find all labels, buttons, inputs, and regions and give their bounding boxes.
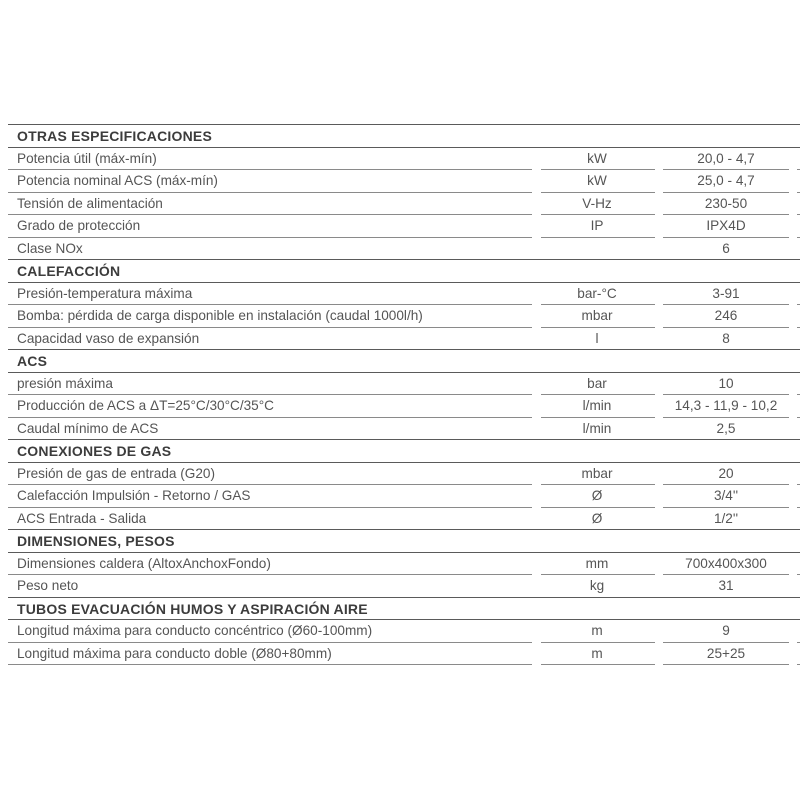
section-header xyxy=(0,124,800,148)
spec-unit: m xyxy=(591,645,603,661)
spec-value: 3-91 xyxy=(712,285,740,301)
spec-unit: Ø xyxy=(591,488,603,503)
spec-row xyxy=(0,214,800,238)
row-divider xyxy=(663,664,789,665)
spec-value: 31 xyxy=(718,578,734,593)
spec-label: Producción de ACS a ΔT=25°C/30°C/35°C xyxy=(17,398,274,413)
spec-row xyxy=(0,169,800,193)
spec-label: Calefacción Impulsión - Retorno / GAS xyxy=(17,488,251,503)
spec-row xyxy=(0,147,800,171)
spec-label: presión máxima xyxy=(17,375,113,391)
spec-unit: mbar xyxy=(581,465,613,481)
row-divider xyxy=(541,664,655,665)
spec-label: Grado de protección xyxy=(17,218,141,233)
spec-row xyxy=(0,192,800,216)
spec-row xyxy=(0,507,800,531)
spec-value: 230-50 xyxy=(704,195,748,211)
spec-unit: mbar xyxy=(581,308,613,323)
spec-unit: bar xyxy=(587,375,607,391)
spec-value: 25,0 - 4,7 xyxy=(697,173,755,188)
spec-row xyxy=(0,327,800,351)
spec-value: 1/2'' xyxy=(713,510,739,526)
section-title: CALEFACCIÓN xyxy=(17,263,121,279)
row-divider xyxy=(8,664,532,665)
section-header xyxy=(0,597,800,621)
spec-unit: l/min xyxy=(582,398,612,413)
spec-label: Presión de gas de entrada (G20) xyxy=(17,465,215,481)
spec-label: Capacidad vaso de expansión xyxy=(17,330,200,346)
spec-label: Longitud máxima para conducto concéntrico (Ø60-100mm) xyxy=(17,623,373,638)
spec-value: 9 xyxy=(722,623,730,638)
section-title: TUBOS EVACUACIÓN HUMOS Y ASPIRACIÓN AIRE xyxy=(17,600,368,617)
spec-value: 20,0 - 4,7 xyxy=(697,150,755,166)
spec-value: 10 xyxy=(718,375,734,391)
spec-label: Bomba: pérdida de carga disponible en instalación (caudal 1000l/h) xyxy=(17,308,423,323)
spec-value: 20 xyxy=(718,465,734,481)
spec-row xyxy=(0,642,800,666)
section-header xyxy=(0,259,800,283)
spec-value: 3/4'' xyxy=(713,488,739,503)
spec-row xyxy=(0,484,800,508)
spec-unit: kW xyxy=(587,150,607,166)
spec-unit: l xyxy=(595,330,599,346)
spec-label: Longitud máxima para conducto doble (Ø80+80mm) xyxy=(17,645,332,661)
spec-row xyxy=(0,304,800,328)
spec-unit: kW xyxy=(587,173,607,188)
spec-label: ACS Entrada - Salida xyxy=(17,510,147,526)
spec-label: Potencia útil (máx-mín) xyxy=(17,150,157,166)
spec-row xyxy=(0,619,800,643)
spec-unit: bar-°C xyxy=(577,285,617,301)
spec-row xyxy=(0,372,800,396)
spec-label: Tensión de alimentación xyxy=(17,195,163,211)
section-title: DIMENSIONES, PESOS xyxy=(17,533,175,549)
spec-label: Caudal mínimo de ACS xyxy=(17,420,159,436)
spec-label: Clase NOx xyxy=(17,240,83,256)
spec-row xyxy=(0,574,800,598)
spec-label: Dimensiones caldera (AltoxAnchoxFondo) xyxy=(17,555,271,571)
section-title: ACS xyxy=(17,353,48,369)
spec-row xyxy=(0,237,800,261)
spec-value: 8 xyxy=(722,330,730,346)
spec-unit: kg xyxy=(589,578,605,593)
spec-unit: l/min xyxy=(582,420,612,436)
spec-row xyxy=(0,417,800,441)
section-header xyxy=(0,349,800,373)
spec-value: IPX4D xyxy=(706,218,746,233)
spec-unit: mm xyxy=(585,555,609,571)
spec-row xyxy=(0,552,800,576)
spec-unit: m xyxy=(591,623,603,638)
section-title: OTRAS ESPECIFICACIONES xyxy=(17,128,212,144)
spec-value: 246 xyxy=(714,308,738,323)
spec-unit: Ø xyxy=(591,510,603,526)
spec-row xyxy=(0,394,800,418)
spec-label: Potencia nominal ACS (máx-mín) xyxy=(17,173,218,188)
spec-label: Peso neto xyxy=(17,578,79,593)
spec-value: 2,5 xyxy=(716,420,736,436)
spec-unit: V-Hz xyxy=(582,195,612,211)
spec-row xyxy=(0,462,800,486)
spec-value: 6 xyxy=(722,240,730,256)
spec-value: 14,3 - 11,9 - 10,2 xyxy=(674,398,778,413)
spec-value: 25+25 xyxy=(706,645,746,661)
spec-row xyxy=(0,282,800,306)
section-title: CONEXIONES DE GAS xyxy=(17,443,172,459)
spec-value: 700x400x300 xyxy=(685,555,767,571)
spec-label: Presión-temperatura máxima xyxy=(17,285,193,301)
section-header xyxy=(0,529,800,553)
section-header xyxy=(0,439,800,463)
spec-unit: IP xyxy=(590,218,604,233)
